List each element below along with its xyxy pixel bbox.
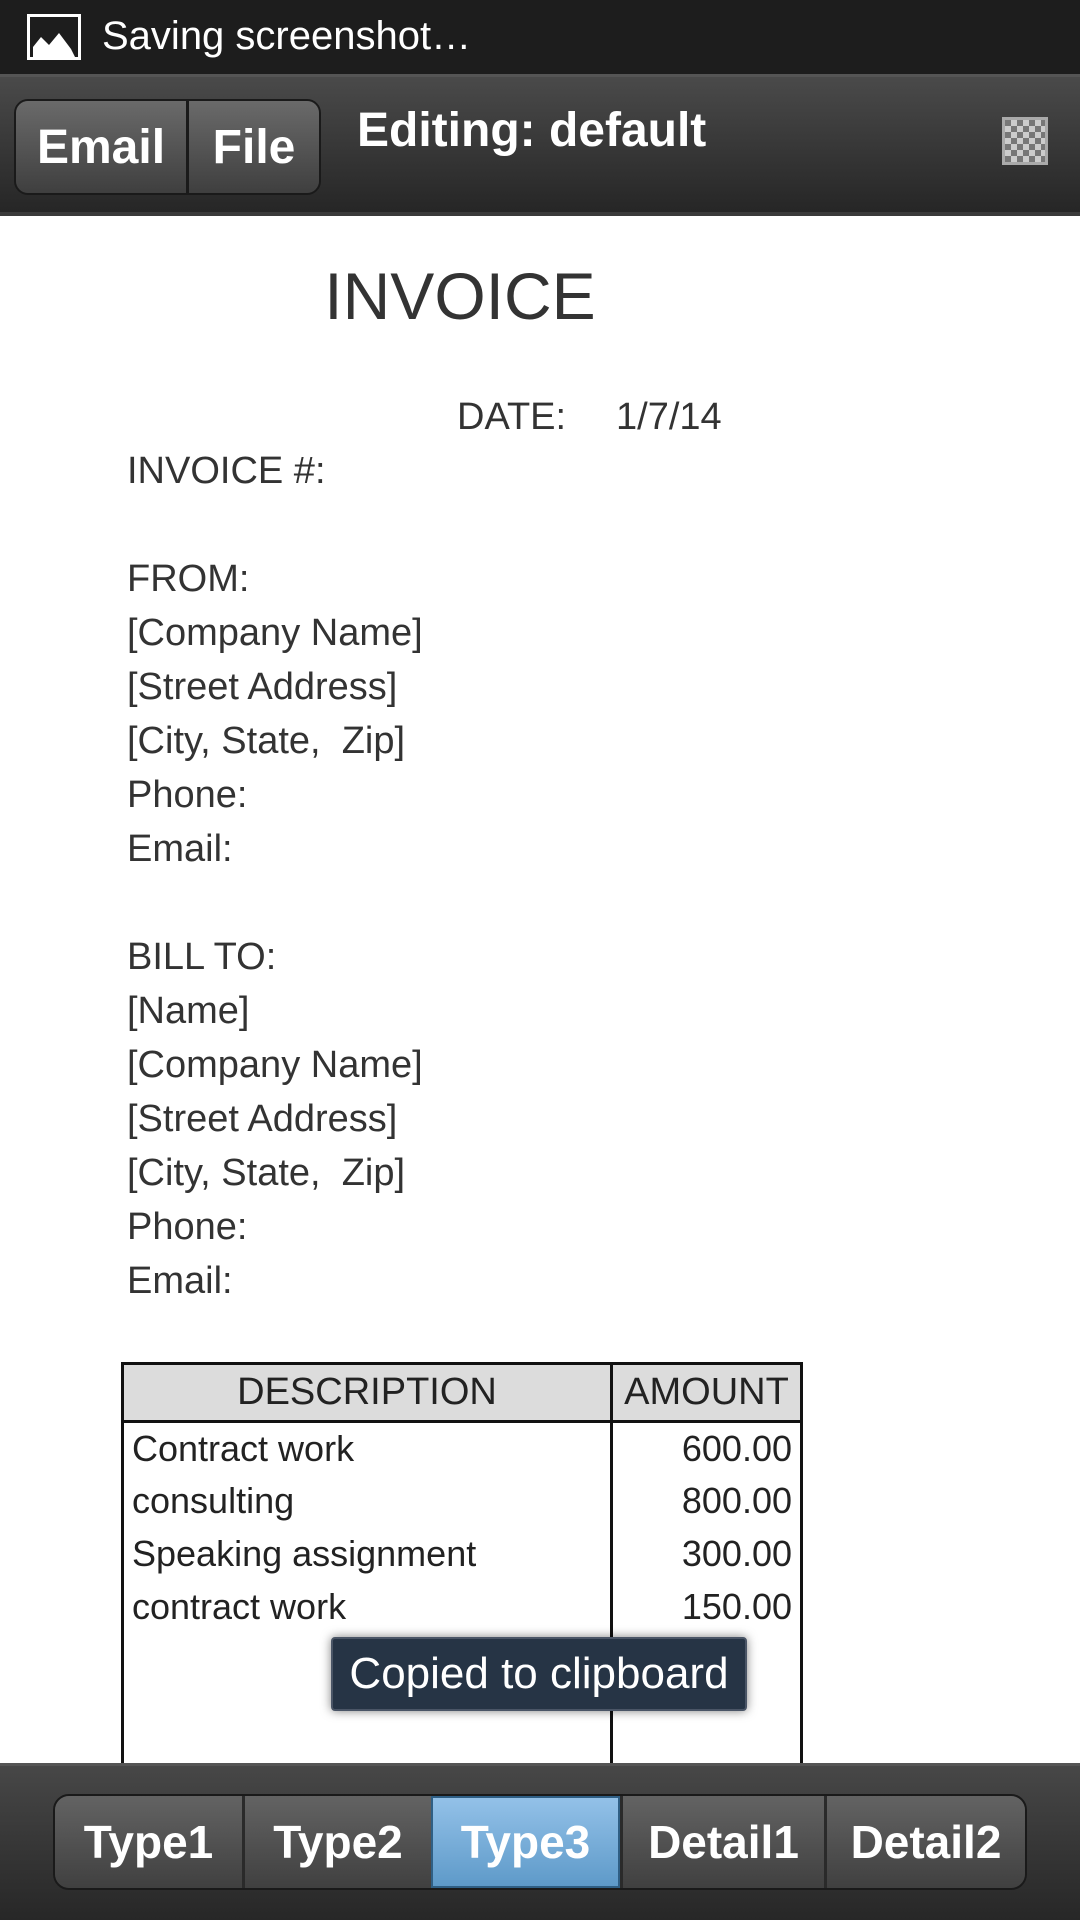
file-button[interactable]: File (186, 101, 319, 193)
bottom-bar (0, 1763, 1080, 1920)
toast-message: Copied to clipboard (331, 1637, 747, 1711)
document-line: [Name] (127, 990, 250, 1032)
document-line: [Company Name] (127, 612, 423, 654)
description-cell: Speaking assignment (123, 1528, 612, 1581)
table-row (123, 1475, 802, 1528)
document-line: [Street Address] (127, 1098, 398, 1140)
amount-cell: 150.00 (612, 1581, 802, 1634)
document-line: Email: (127, 828, 233, 870)
document-line: [City, State, Zip] (127, 720, 406, 762)
qr-code-icon[interactable] (1002, 117, 1048, 165)
document-line: [Company Name] (127, 1044, 423, 1086)
amount-cell: 600.00 (612, 1422, 802, 1475)
document-line: Phone: (127, 774, 248, 816)
table-row (123, 1581, 802, 1634)
email-button[interactable]: Email (16, 101, 186, 193)
action-bar (0, 74, 1080, 216)
invoice-title: INVOICE (324, 259, 596, 333)
invoice-table (121, 1362, 803, 1824)
tab-type1[interactable]: Type1 (55, 1796, 242, 1888)
document-line: FROM: (127, 558, 250, 600)
column-header-description: DESCRIPTION (123, 1364, 612, 1422)
document-line: Phone: (127, 1206, 248, 1248)
image-icon (27, 14, 81, 60)
date-value: 1/7/14 (616, 396, 722, 438)
description-cell: consulting (123, 1475, 612, 1528)
description-cell: Contract work (123, 1422, 612, 1475)
document-line: BILL TO: (127, 936, 277, 978)
document-line: INVOICE #: (127, 450, 326, 492)
table-row (123, 1422, 802, 1475)
amount-cell: 300.00 (612, 1528, 802, 1581)
document-line: Email: (127, 1260, 233, 1302)
notification-text: Saving screenshot… (102, 14, 472, 58)
table-row (123, 1528, 802, 1581)
tab-detail2[interactable]: Detail2 (824, 1796, 1025, 1888)
date-label: DATE: (457, 396, 567, 438)
status-bar (0, 0, 1080, 74)
button-group (14, 99, 321, 195)
document-line: [City, State, Zip] (127, 1152, 406, 1194)
page-title: Editing: default (357, 104, 707, 157)
tab-detail1[interactable]: Detail1 (620, 1796, 824, 1888)
type-tabs (53, 1794, 1027, 1890)
column-header-amount: AMOUNT (612, 1364, 802, 1422)
tab-type3[interactable]: Type3 (431, 1796, 620, 1888)
description-cell: contract work (123, 1581, 612, 1634)
amount-cell: 800.00 (612, 1475, 802, 1528)
document-line: [Street Address] (127, 666, 398, 708)
tab-type2[interactable]: Type2 (242, 1796, 431, 1888)
